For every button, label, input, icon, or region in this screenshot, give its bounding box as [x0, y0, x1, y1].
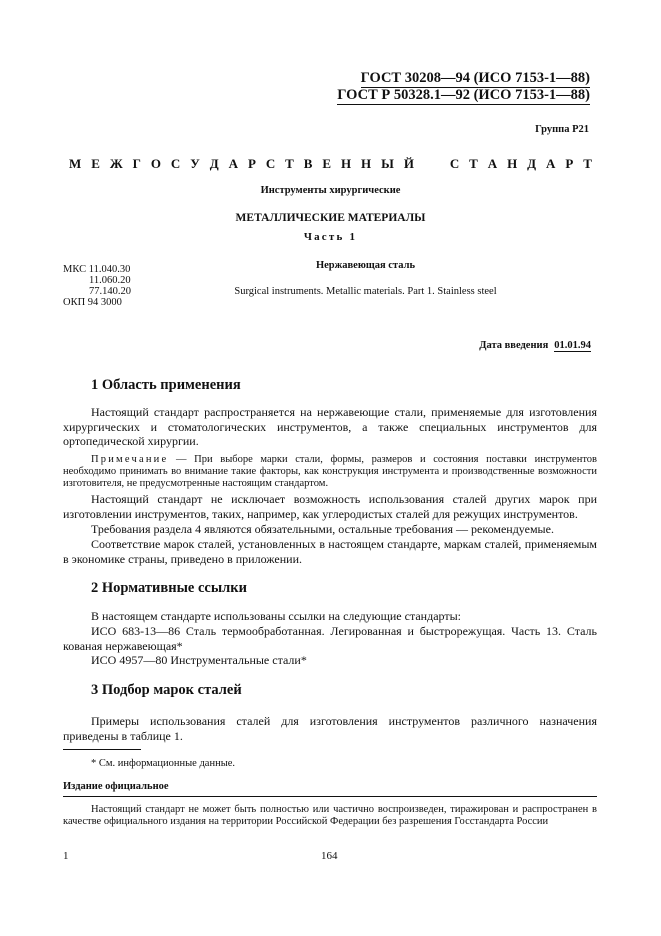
mks-code: 77.140.20	[89, 286, 131, 297]
banner-letter: Т	[583, 156, 592, 171]
banner-letter: А	[228, 156, 238, 171]
section-2-reference: ИСО 4957—80 Инструментальные стали*	[91, 653, 307, 667]
banner-letter: В	[303, 156, 313, 171]
page-number-center: 164	[321, 850, 338, 862]
okp-code: ОКП 94 3000	[63, 297, 122, 308]
banner-letter: Е	[91, 156, 100, 171]
banner-letter: У	[190, 156, 200, 171]
section-2-reference: ИСО 683-13—86 Сталь термообработанная. Легированная и быстрорежущая. Часть 13. Сталь кованая нержавеющая*	[63, 624, 597, 653]
group-code: Группа Р21	[535, 124, 589, 135]
banner-letter: А	[546, 156, 556, 171]
banner-letter: О	[150, 156, 161, 171]
main-title: МЕТАЛЛИЧЕСКИЕ МАТЕРИАЛЫ	[235, 212, 426, 224]
section-2-heading: 2 Нормативные ссылки	[91, 580, 247, 596]
section-3-paragraph: Примеры использования сталей для изготовления инструментов различного назначения приведены в таблице 1.	[63, 714, 597, 743]
banner-letter: М	[69, 156, 82, 171]
english-title: Surgical instruments. Metallic materials. Part 1. Stainless steel	[234, 286, 497, 297]
section-2-paragraph: В настоящем стандарте использованы ссылки на следующие стандарты:	[91, 609, 462, 623]
banner-letter: Д	[527, 156, 537, 171]
introduction-date	[479, 340, 591, 351]
page-number-left: 1	[63, 850, 69, 862]
classification-codes	[63, 264, 131, 308]
interstate-standard-banner	[69, 156, 592, 172]
section-1-note: Примечание — При выборе марки стали, формы, размеров и состояния поставки инструментов необходимо принимать во внимание такие факторы, как конструкция инструмента и производственные возможности изготовителя, не предусмотренные настоящим стандартом.	[63, 454, 597, 489]
mks-code: МКС 11.040.30	[63, 264, 131, 275]
banner-letter: Н	[361, 156, 372, 171]
banner-letter: Р	[565, 156, 574, 171]
banner-letter: А	[487, 156, 498, 171]
banner-letter: Н	[507, 156, 518, 171]
introduction-date-value: 01.01.94	[554, 340, 591, 351]
banner-letter: Д	[209, 156, 219, 171]
banner-letter: Е	[322, 156, 332, 171]
banner-letter: Т	[469, 156, 478, 171]
section-1-paragraph: Требования раздела 4 являются обязательными, остальные требования — рекомендуемые.	[91, 522, 554, 536]
note-label: Примечание	[91, 454, 169, 465]
section-1-paragraph: Настоящий стандарт распространяется на нержавеющие стали, применяемые для изготовления хирургических и стоматологических инструментов, а также специальных инструментов для ортопедической хирургии.	[63, 405, 597, 449]
banner-letter: Ж	[109, 156, 123, 171]
standard-number-1: ГОСТ 30208—94 (ИСО 7153-1—88)	[360, 70, 590, 86]
subtitle: Нержавеющая сталь	[315, 260, 416, 271]
banner-letter: Т	[285, 156, 294, 171]
official-edition-label: Издание официальное	[63, 781, 169, 792]
subject-title: Инструменты хирургические	[260, 185, 401, 196]
banner-letter: С	[449, 156, 460, 171]
official-divider	[63, 796, 597, 797]
banner-letter: С	[170, 156, 181, 171]
footnote: * См. информационные данные.	[91, 758, 236, 769]
section-1-paragraph: Настоящий стандарт не исключает возможность использования сталей других марок при изготовлении инструментов, таких, например, как углеродистых сталей для режущих инструментов.	[63, 492, 597, 521]
banner-letter: Г	[132, 156, 141, 171]
standard-number-2: ГОСТ Р 50328.1—92 (ИСО 7153-1—88)	[337, 87, 590, 103]
footnote-divider	[63, 749, 141, 750]
banner-gap	[424, 156, 440, 172]
banner-letter: Р	[247, 156, 256, 171]
banner-letter: С	[265, 156, 276, 171]
part-title: Часть 1	[303, 231, 358, 243]
copyright-notice: Настоящий стандарт не может быть полностью или частично воспроизведен, тиражирован и распространен в качестве официального издания на территории Российской Федерации без разрешения Госстандарта России	[63, 804, 597, 827]
banner-letter: Й	[403, 156, 414, 171]
section-1-heading: 1 Область применения	[91, 377, 241, 393]
banner-letter: Ы	[381, 156, 394, 171]
section-1-paragraph: Соответствие марок сталей, установленных в настоящем стандарте, маркам сталей, применяемым в экономике страны, приведено в приложении.	[63, 537, 597, 566]
mks-code: 11.060.20	[89, 275, 131, 286]
introduction-date-label: Дата введения	[479, 340, 549, 351]
banner-letter: Н	[340, 156, 352, 171]
section-3-heading: 3 Подбор марок сталей	[91, 682, 242, 698]
